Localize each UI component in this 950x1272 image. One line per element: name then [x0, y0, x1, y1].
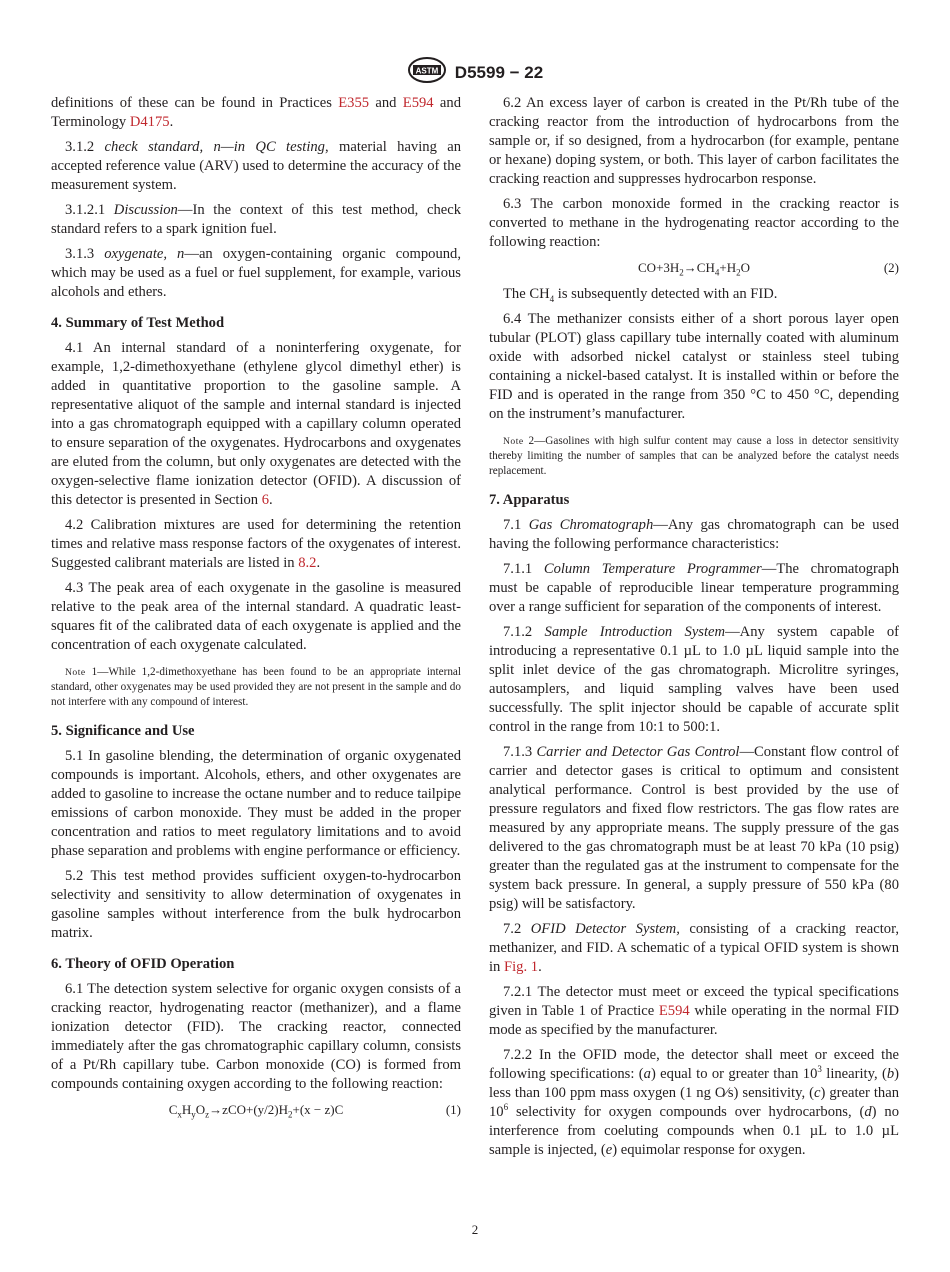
paragraph-5-1: 5.1 In gasoline blending, the determination of organic oxygenated compounds is important. Alcohols, ethers, and other oxygenates are added to gasoline to increase the octane number and to reduce tailpipe emissions of carbon monoxide. They must be added in the proper concentration and ratios to meet regulatory limitations and to avoid phase separation and problems with engine performance or efficiency. — [51, 748, 461, 859]
note-2: Note 2—Gasolines with high sulfur content may cause a loss in detector sensitivity thereby limiting the number of samples that can be analyzed before the catalyst needs replacement. — [489, 435, 899, 477]
link-8-2[interactable]: 8.2 — [298, 555, 317, 571]
paragraph-4-1: 4.1 An internal standard of a noninterfering oxygenate, for example, 1,2-dimethoxyethane (ethylene glycol dimethyl ether) is added in quantitative proportion to the gasoline sample. A representative aliquot of the sample and internal standard is injected into a gas chromatograph equipped with a capillary column operated to ensure separation of the oxygenates. Hydrocarbons and oxygenates are eluted from the column, but only oxygenates are detected with the oxygen-selective flame ionization detector (OFID). A discussion of this detector is presented in Section 6. — [51, 340, 461, 508]
link-e355[interactable]: E355 — [338, 95, 370, 111]
link-d4175[interactable]: D4175 — [129, 114, 170, 130]
paragraph-3-1-3: 3.1.3 oxygenate, n—an oxygen-containing organic compound, which may be used as a fuel or fuel supplement, for example, various alcohols and ethers. — [51, 246, 461, 300]
paragraph-3-1-2: 3.1.2 check standard, n—in QC testing, material having an accepted reference value (ARV) used to determine the accuracy of the measurement system. — [51, 139, 461, 193]
equation-1-formula: $C_xH_yO_z\to zCO+(y/2)H_2+(x - z)C$ — [168, 1102, 344, 1120]
link-section-6[interactable]: 6 — [261, 492, 270, 508]
note-1: Note 1—While 1,2-dimethoxyethane has been found to be an appropriate internal standard, other oxygenates may be used provided they are not present in the sample and do not interfere with any compound of interest. — [51, 666, 461, 708]
equation-1 — [51, 1100, 461, 1119]
heading-section-4: 4. Summary of Test Method — [51, 315, 225, 331]
paragraph-3-1-2-1: 3.1.2.1 Discussion—In the context of this test method, check standard refers to a spark ignition fuel. — [51, 202, 461, 237]
paragraph-4-2: 4.2 Calibration mixtures are used for determining the retention times and relative mass response factors of the oxygenates of interest. Suggested calibrant materials are listed in 8.2. — [51, 517, 461, 571]
page-header — [0, 56, 950, 89]
link-fig-1[interactable]: Fig. 1 — [504, 959, 539, 975]
paragraph-7-1-1: 7.1.1 Column Temperature Programmer—The chromatograph must be capable of reproducible linear temperature programming over a range sufficient for separation of the components of interest. — [489, 561, 899, 615]
paragraph-4-3: 4.3 The peak area of each oxygenate in the gasoline is measured relative to the peak area of the internal standard. A quadratic least-squares fit of the calibrated data of each oxygenate is applied and the concentration of each oxygenate calculated. — [51, 580, 461, 653]
astm-logo-icon — [407, 56, 447, 89]
page-number: 2 — [471, 1222, 479, 1237]
right-column — [489, 94, 899, 1166]
equation-2-formula: $CO+3H_2\to CH_4+H_2O$ — [638, 260, 750, 278]
svg-text:ASTM: ASTM — [415, 66, 439, 76]
paragraph-6-3: 6.3 The carbon monoxide formed in the cracking reactor is converted to methane in the hydrogenating reactor according to the following reaction: — [489, 196, 899, 250]
heading-section-7: 7. Apparatus — [489, 492, 570, 508]
paragraph-7-1: 7.1 Gas Chromatograph—Any gas chromatograph can be used having the following performance characteristics: — [489, 517, 900, 552]
paragraph-6-1: 6.1 The detection system selective for organic oxygen consists of a cracking reactor, hydrogenating reactor (methanizer), and a flame ionization detector (FID). The cracking reactor, connected immediately after the gas chromatographic capillary column, consists of a Pt/Rh capillary tube. Carbon monoxide (CO) is formed from compounds containing oxygen according to the following reaction: — [51, 981, 461, 1092]
equation-2 — [489, 258, 899, 277]
heading-section-6: 6. Theory of OFID Operation — [51, 956, 235, 972]
paragraph-7-2-2: 7.2.2 In the OFID mode, the detector shall meet or exceed the following specifications: (a) equal to or greater than $10^3$ linearity, (b) less than 100 ppm mass oxygen (1 ng O⁄s) sensitivity, (c) greater than $10^6$ selectivity for oxygen compounds over hydrocarbons, (d) no interference from coeluting compounds when 0.1 µL to 1.0 µL sample is injected, (e) equimolar response for oxygen. — [489, 1047, 899, 1158]
equation-2-number: (2) — [883, 260, 899, 275]
link-e594-2[interactable]: E594 — [658, 1003, 690, 1019]
paragraph-7-1-3: 7.1.3 Carrier and Detector Gas Control—Constant flow control of carrier and detector gases is critical to optimum and consistent analytical performance. Control is best provided by the use of pressure regulators and fixed flow restrictors. The gas flow rates are measured by any appropriate means. The supply pressure of the gas delivered to the gas chromatograph must be at least 70 kPa (10 psig) greater than the regulated gas at the instrument to compensate for the system back pressure. In general, a supply pressure of 550 kPa (80 psig) will be satisfactory. — [489, 744, 899, 912]
equation-1-number: (1) — [445, 1102, 461, 1117]
paragraph-definitions: definitions of these can be found in Practices E355 and E594 and Terminology D4175. — [51, 95, 461, 130]
paragraph-6-2: 6.2 An excess layer of carbon is created in the Pt/Rh tube of the cracking reactor from the introduction of hydrocarbons from the sample or, if so designed, from a hydrocarbon (for example, pentane or hexane) doping system, or both. This layer of carbon facilitates the cracking reaction and suppresses hydrocarbon response. — [489, 95, 899, 187]
link-e594[interactable]: E594 — [402, 95, 434, 111]
standard-designation: D5599 − 22 — [454, 62, 544, 82]
paragraph-7-2: 7.2 OFID Detector System, consisting of a cracking reactor, methanizer, and FID. A schematic of a typical OFID system is shown in Fig. 1. — [489, 921, 899, 975]
paragraph-7-1-2: 7.1.2 Sample Introduction System—Any system capable of introducing a representative 0.1 µL to 1.0 µL liquid sample into the split inlet device of the gas chromatograph. Microlitre syringes, autosamplers, and liquid sampling valves have been used successfully. The split injector should be capable of accurate split control in the range from 10:1 to 500:1. — [489, 624, 899, 735]
paragraph-6-3-continued: The $CH_4$ is subsequently detected with an FID. — [503, 286, 778, 304]
paragraph-7-2-1: 7.2.1 The detector must meet or exceed the typical specifications given in Table 1 of Practice E594 while operating in the normal FID mode as specified by the manufacturer. — [489, 984, 899, 1038]
left-column — [51, 94, 461, 1127]
paragraph-5-2: 5.2 This test method provides sufficient oxygen-to-hydrocarbon selectivity and sensitivity to allow determination of oxygenates in gasoline samples without interference from the bulk hydrocarbon matrix. — [51, 868, 461, 941]
paragraph-6-4: 6.4 The methanizer consists either of a short porous layer open tubular (PLOT) glass capillary tube internally coated with aluminum oxide with adsorbed nickel catalyst or stainless steel tubing containing a nickel-based catalyst. It is installed within or before the FID and is operated in the range from 350 °C to 450 °C, depending on the instrument’s manufacturer. — [489, 311, 899, 422]
heading-section-5: 5. Significance and Use — [51, 723, 195, 739]
